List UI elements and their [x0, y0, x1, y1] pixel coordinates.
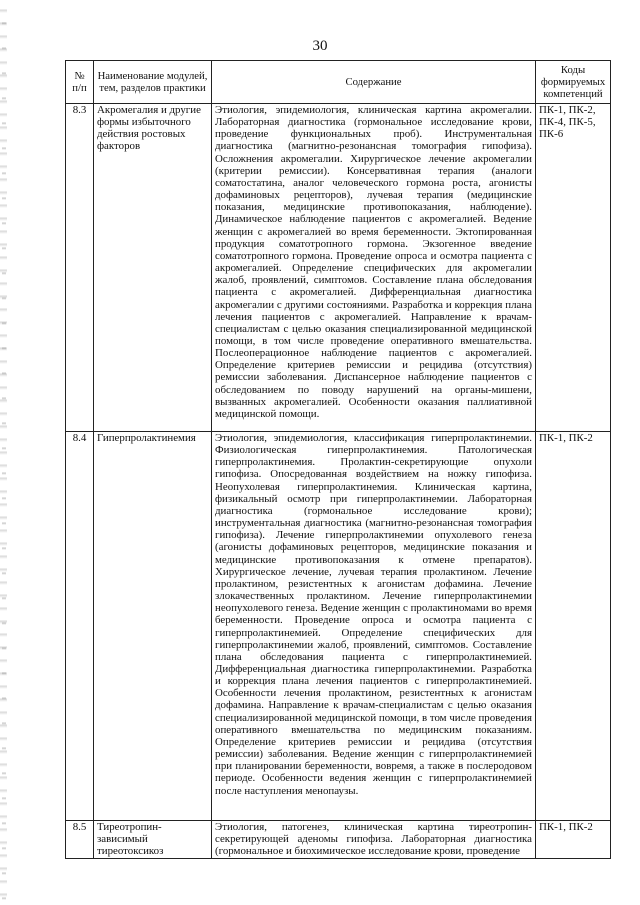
- table-row: [66, 104, 611, 432]
- row-title: Тиреотропин-зависимый тиреотоксикоз: [94, 821, 212, 859]
- header-content: Содержание: [212, 61, 536, 104]
- row-content: Этиология, эпидемиология, клиническая картина акромегалии. Лабораторная диагностика (гормональное исследование крови, проведение функциональных проб). Инструментальная диагностика (магнитно-резонансная томография гипофиза). Осложнения акромегалии. Хирургическое лечение акромегалии (критерии ремиссии). Консервативная терапия (аналоги соматостатина, аналог человеческого гормона роста, агонисты дофаминовых рецепторов), лучевая терапия (медицинские показания, медицинские противопоказания, наблюдение). Динамическое наблюдение пациентов с акромегалией. Ведение женщин с акромегалией во время беременности. Эктопированная продукция соматотропного гормона. Экзогенное введение соматотропного гормона. Проведение опроса и осмотра пациента с акромегалией. Определение специфических для акромегалии жалоб, проявлений, симптомов. Составление плана обследования пациента с акромегалией. Дифференциальная диагностика акромегалии с другими состояниями. Разработка и коррекция плана лечения пациентов с акромегалией. Направление к врачам-специалистам с целью оказания специализированной медицинской помощи, в том числе проведение оперативного вмешательства. Послеоперационное наблюдение пациентов с акромегалией. Определение критериев ремиссии и рецидива (отсутствия) ремиссии заболевания. Диспансерное наблюдение пациентов с обследованием по поводу нарушений на органы-мишени, вызванных акромегалией. Особенности оказания паллиативной медицинской помощи.: [212, 104, 536, 432]
- row-title: Гиперпролактинемия: [94, 432, 212, 821]
- row-number: 8.5: [66, 821, 94, 859]
- row-codes: ПК-1, ПК-2: [536, 432, 611, 821]
- row-title: Акромегалия и другие формы избыточного действия ростовых факторов: [94, 104, 212, 432]
- header-module: Наименование модулей, тем, разделов практики: [94, 61, 212, 104]
- row-codes: ПК-1, ПК-2, ПК-4, ПК-5, ПК-6: [536, 104, 611, 432]
- table-row: [66, 432, 611, 821]
- curriculum-table: [65, 60, 611, 859]
- scan-binding-marks: [2, 0, 6, 905]
- table-header-row: [66, 61, 611, 104]
- row-content: Этиология, эпидемиология, классификация гиперпролактинемии. Физиологическая гиперпролактинемия. Патологическая гиперпролактинемия. Пролактин-секретирующие опухоли гипофиза. Опосредованная воздействием на ножку гипофиза. Неопухолевая гиперпролактинемия. Клиническая картина, физикальный осмотр при гиперпролактинемии. Лабораторная диагностика (гормональное исследование крови); инструментальная диагностика (магнитно-резонансная томография гипофиза). Лечение гиперпролактинемии опухолевого генеза (агонисты дофаминовых рецепторов, медицинские показания и медицинские противопоказания к отмене препаратов). Хирургическое лечение, лучевая терапия пролактином. Лечение пролактином, резистентных к агонистам дофамина. Лечение злокачественных пролактином. Лечение гиперпролактинемии неопухолевого генеза. Ведение женщин с пролактиномами во время беременности. Проведение опроса и осмотра пациента с гиперпролактинемией. Определение специфических для гиперпролактинемии жалоб, проявлений, симптомов. Составление плана обследования пациента с гиперпролактинемией. Дифференциальная диагностика гиперпролактинемии. Разработка и коррекция плана лечения пациентов с гиперпролактинемией. Особенности лечения пролактином, резистентных к агонистам дофамина. Направление к врачам-специалистам с целью оказания специализированной медицинской помощи, в том числе проведения оперативного вмешательства по медицинским показаниям. Определение критериев ремиссии и рецидива (отсутствия ремиссии) заболевания. Ведение женщин с гиперпролактинемией при планировании беременности, вовремя, а также в послеродовом периоде. Особенности ведения женщин с гиперпролактинемией после наступления менопаузы.: [212, 432, 536, 821]
- header-number: № п/п: [66, 61, 94, 104]
- header-codes: Коды формируемых компетенций: [536, 61, 611, 104]
- row-codes: ПК-1, ПК-2: [536, 821, 611, 859]
- row-content: Этиология, патогенез, клиническая картина тиреотропин-секретирующей аденомы гипофиза. Лабораторная диагностика (гормональное и биохимическое исследование крови, проведение: [212, 821, 536, 859]
- table-row: [66, 821, 611, 859]
- page-number: 30: [312, 38, 328, 54]
- row-number: 8.4: [66, 432, 94, 821]
- row-number: 8.3: [66, 104, 94, 432]
